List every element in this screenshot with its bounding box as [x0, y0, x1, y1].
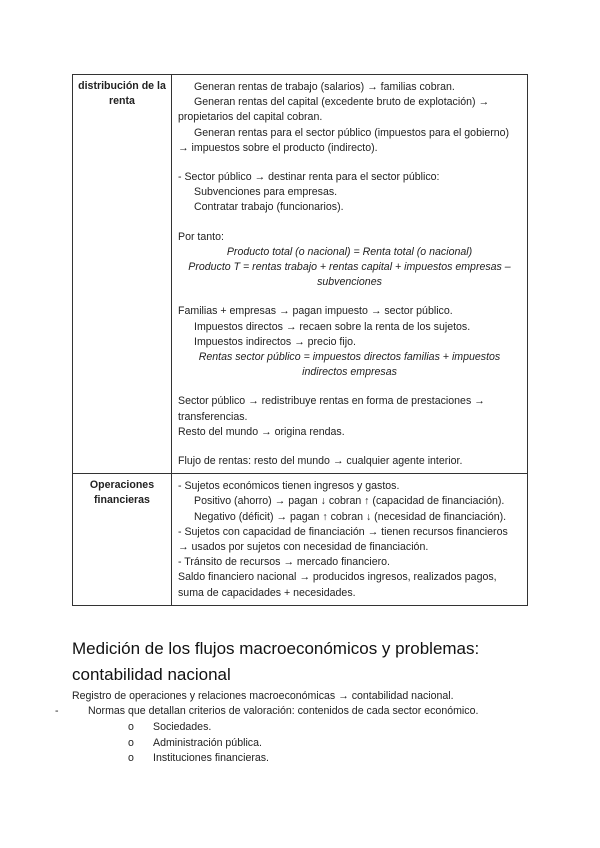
text-line: - Sector público → destinar renta para el sector público:: [178, 171, 440, 184]
text-line: Rentas sector público = impuestos directos familias + impuestos indirectos empresas: [198, 351, 501, 379]
text-line: Impuestos indirectos → precio fijo.: [194, 335, 356, 348]
text-line: propietarios del capital cobran.: [178, 111, 323, 124]
text-line: Positivo (ahorro) → pagan ↓ cobran ↑ (capacidad de financiación).: [194, 495, 505, 508]
sub-list-item: [128, 751, 269, 767]
sub-list-item: [128, 736, 269, 752]
text-line: - Sujetos económicos tienen ingresos y gastos.: [178, 480, 400, 493]
text-line: Negativo (déficit) → pagan ↑ cobran ↓ (necesidad de financiación).: [194, 510, 507, 523]
text-line: Por tanto:: [178, 230, 224, 243]
sub-list: [128, 720, 269, 767]
circle-bullet-icon: o: [128, 752, 134, 764]
section-heading: Medición de los flujos macroeconómicos y problemas: contabilidad nacional: [72, 639, 480, 684]
text-line: suma de capacidades + necesidades.: [178, 586, 356, 599]
table-row: [73, 75, 528, 474]
text-line: Producto T = rentas trabajo + rentas capital + impuestos empresas – subvenciones: [188, 261, 511, 289]
sub-list-text: Sociedades.: [153, 721, 212, 733]
text-line: Flujo de rentas: resto del mundo → cualquier agente interior.: [178, 455, 463, 468]
text-line: [178, 290, 521, 304]
text-line: transferencias.: [178, 410, 248, 423]
text-line: Sector público → redistribuye rentas en forma de prestaciones →: [178, 395, 485, 408]
row-label-operaciones: Operaciones financieras: [73, 474, 172, 606]
text-line: [178, 440, 521, 454]
list-item: Normas que detallan criterios de valoración: contenidos de cada sector económico.: [88, 705, 479, 717]
sub-list-text: Instituciones financieras.: [153, 752, 270, 764]
text-line: [178, 156, 521, 170]
row-label-distribucion: distribución de la renta: [73, 75, 172, 474]
text-line: → usados por sujetos con necesidad de financiación.: [178, 541, 429, 554]
row-content-distribucion: [172, 75, 528, 474]
text-line: Contratar trabajo (funcionarios).: [194, 201, 344, 214]
sub-list-text: Administración pública.: [153, 736, 262, 749]
text-line: Generan rentas del capital (excedente bruto de explotación) →: [194, 96, 490, 109]
text-line: Producto total (o nacional) = Renta total (o nacional): [226, 245, 473, 258]
text-line: [178, 216, 521, 230]
text-line: - Tránsito de recursos → mercado financiero.: [178, 556, 390, 569]
text-line: - Sujetos con capacidad de financiación → tienen recursos financieros: [178, 525, 508, 538]
text-line: Resto del mundo → origina rendas.: [178, 425, 345, 438]
text-line: Impuestos directos → recaen sobre la renta de los sujetos.: [194, 320, 471, 333]
content-table: [72, 74, 528, 606]
table-row: [73, 474, 528, 606]
list-bullet: -: [55, 705, 59, 717]
text-line: [178, 380, 521, 394]
text-line: Saldo financiero nacional → producidos ingresos, realizados pagos,: [178, 571, 497, 584]
text-line: Subvenciones para empresas.: [194, 186, 338, 199]
text-line: Familias + empresas → pagan impuesto → sector público.: [178, 305, 453, 318]
circle-bullet-icon: o: [128, 721, 134, 733]
text-line: Generan rentas de trabajo (salarios) → familias cobran.: [194, 81, 455, 93]
row-content-operaciones: [172, 474, 528, 606]
circle-bullet-icon: o: [128, 736, 134, 749]
text-line: → impuestos sobre el producto (indirecto).: [178, 141, 378, 154]
text-line: Generan rentas para el sector público (impuestos para el gobierno): [194, 126, 510, 139]
intro-paragraph: Registro de operaciones y relaciones macroeconómicas → contabilidad nacional.: [72, 690, 454, 702]
sub-list-item: [128, 720, 269, 736]
